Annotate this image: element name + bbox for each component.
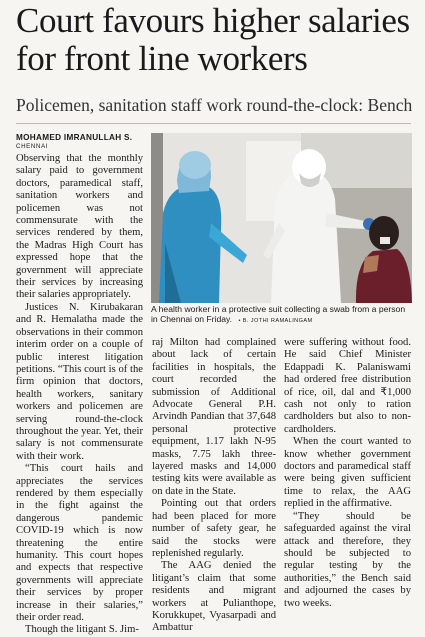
paragraph: were suffering without food. He said Chief Minister Edappadi K. Palaniswami had ordered free distribution of rice, oil, dal and ₹1,000 cash not only to ration cardholders but also to non-cardholders. — [284, 337, 411, 435]
photo-credit: • B. JOTHI RAMALINGAM — [238, 318, 313, 325]
paragraph: “They should be safeguarded against the viral attack and therefore, they should be subjected to regular testing by the authorities,” the Bench said and adjourned the cases by two weeks. — [284, 510, 411, 609]
headline-line-1: Court favours higher salaries — [16, 1, 410, 40]
byline: MOHAMED IMRANULLAH S. — [16, 133, 133, 142]
paragraph: Though the litigant S. Jim- — [25, 624, 139, 636]
swab-collection-illustration — [151, 133, 412, 303]
caption-text: A health worker in a protective suit collecting a swab from a person in Chennai on Friday. — [151, 304, 406, 325]
paragraph: raj Milton had complained about lack of certain facilities in hospitals, the court recorded the submission of Additional Advocate General P.H. Arvindh Pandian that 37,648 personal protective equipment, 1.17 lakh N-95 masks, 7.75 lakh three-layered masks and 14,000 testing kits were available as on date in the State. — [152, 337, 276, 497]
paragraph: Pointing out that orders had been placed for more number of safety gear, he said the stocks were replenished regularly. — [152, 498, 276, 559]
paragraph: Observing that the monthly salary paid to government doctors, paramedical staff, sanitation workers and policemen was not commensurate with the services rendered by them, the Madras High Court has expressed hope that the government will appreciate their services by increasing their salaries appropriately. — [16, 153, 143, 301]
article-column-3 — [284, 337, 411, 609]
paragraph: Justices N. Kirubakaran and R. Hemalatha made the observations in their common interim order on a couple of public interest litigation petitions. “This court is of the firm opinion that doctors, health workers, sanitary workers and policemen are serving round-the-clock throughout the year. Yet, their salary is not commensurate with their work. — [16, 301, 143, 462]
article-column-1 — [16, 153, 143, 636]
paragraph: The AAG denied the litigant’s claim that some residents and migrant workers at Pulianthope, Korukkupet, Vyasarpadi and Ambattur — [152, 560, 276, 634]
paragraph: “This court hails and appreciates the services rendered by them especially in the fight against the dangerous pandemic COVID-19 which is now threatening the entire humanity. This court hopes and expects that respective governments will appreciate their services by proper increase in their salaries,” their order read. — [16, 463, 143, 624]
subheadline: Policemen, sanitation staff work round-the-clock: Bench — [16, 95, 413, 115]
photo-caption — [151, 304, 413, 327]
dateline: CHENNAI — [16, 143, 49, 150]
news-photo — [151, 133, 412, 303]
headline-line-2: for front line workers — [16, 39, 308, 78]
paragraph: When the court wanted to know whether government doctors and paramedical staff were being given sufficient time to relax, the AAG replied in the affirmative. — [284, 436, 411, 510]
article-column-2 — [152, 337, 276, 634]
divider — [16, 123, 411, 124]
headline — [16, 2, 412, 78]
